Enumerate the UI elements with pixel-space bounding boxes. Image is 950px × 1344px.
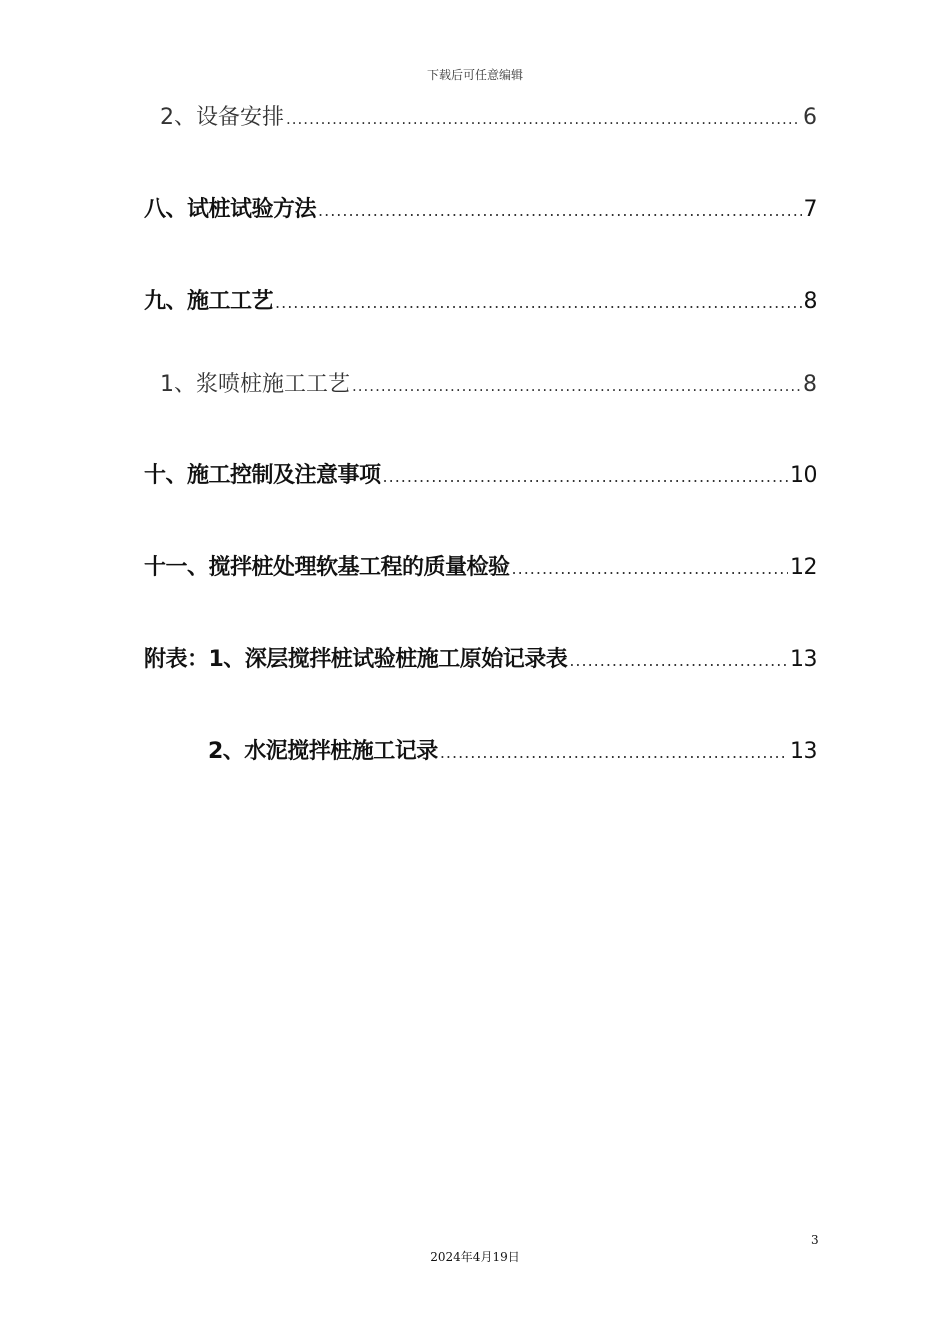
page-footer-date: 2024年4月19日 (430, 1250, 520, 1264)
toc-entry[interactable] (144, 550, 817, 581)
toc-entry-label: 2、水泥搅拌桩施工记录 (208, 739, 438, 764)
toc-entry-page: 13 (790, 739, 817, 764)
toc-entry-page: 6 (803, 105, 817, 130)
toc-dot-leader (318, 201, 801, 220)
toc-entry[interactable] (144, 642, 817, 673)
toc-entry-label: 十、施工控制及注意事项 (144, 463, 381, 488)
toc-entry[interactable] (160, 367, 817, 398)
toc-entry-page: 8 (803, 372, 817, 397)
toc-entry[interactable] (144, 192, 817, 223)
toc-entry-page: 10 (790, 463, 817, 488)
page-number: 3 (811, 1233, 819, 1247)
toc-entry-label: 十一、搅拌桩处理软基工程的质量检验 (144, 555, 510, 580)
toc-dot-leader (512, 559, 788, 578)
toc-entry[interactable] (144, 284, 817, 315)
toc-entry[interactable] (160, 100, 817, 131)
toc-entry-label: 2、设备安排 (160, 105, 284, 130)
toc-entry-label: 附表：1、深层搅拌桩试验桩施工原始记录表 (144, 647, 568, 672)
toc-dot-leader (352, 377, 801, 395)
toc-entry-label: 1、浆喷桩施工工艺 (160, 372, 350, 397)
toc-dot-leader (440, 743, 788, 762)
toc-entry-page: 12 (790, 555, 817, 580)
toc-entry-label: 九、施工工艺 (144, 289, 274, 314)
toc-entry-page: 7 (803, 197, 817, 222)
toc-dot-leader (275, 293, 801, 312)
toc-dot-leader (383, 467, 788, 486)
page-header: 下载后可任意编辑 (426, 68, 523, 82)
toc-entry-page: 13 (790, 647, 817, 672)
toc-entry-label: 八、试桩试验方法 (144, 197, 317, 222)
toc-dot-leader (286, 110, 801, 128)
toc-entry[interactable] (144, 458, 817, 489)
toc-entry[interactable] (208, 734, 817, 765)
toc-entry-page: 8 (803, 289, 817, 314)
toc-dot-leader (569, 651, 788, 670)
